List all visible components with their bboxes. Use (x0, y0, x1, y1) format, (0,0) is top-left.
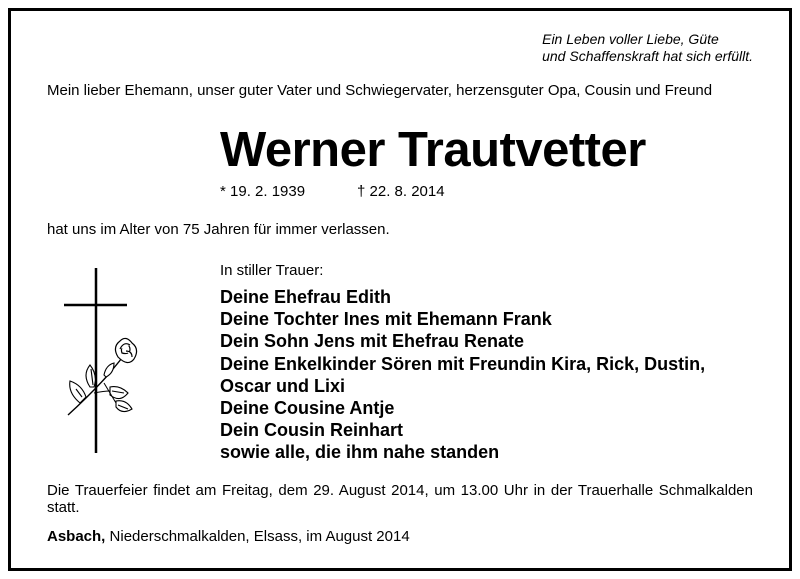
age-text: hat uns im Alter von 75 Jahren für immer verlassen. (47, 221, 390, 238)
place-rest: Niederschmalkalden, Elsass, im August 2014 (105, 528, 410, 545)
deceased-name: Werner Trautvetter (220, 123, 646, 177)
mourner-line: Deine Ehefrau Edith (220, 287, 392, 307)
mourner-line: Deine Enkelkinder Sören mit Freundin Kira, Rick, Dustin, (220, 353, 706, 374)
intro-text: Mein lieber Ehemann, unser guter Vater und Schwiegervater, herzensguter Opa, Cousin und Freund (47, 82, 713, 99)
mourner-line: Dein Sohn Jens mit Ehefrau Renate (220, 331, 525, 352)
motto (542, 31, 753, 65)
mourners-list (220, 286, 705, 464)
mourner-line: Dein Cousin Reinhart (220, 420, 404, 441)
place-bold: Asbach, (47, 528, 106, 545)
funeral-info: Die Trauerfeier findet am Freitag, dem 29. August 2014, um 13.00 Uhr in der Trauerhalle Schmalkalden statt. (47, 482, 753, 516)
cross-with-rose-icon (60, 265, 145, 455)
birth-date: * 19. 2. 1939 (220, 183, 306, 200)
mourning-heading: In stiller Trauer: (220, 262, 324, 279)
death-date: † 22. 8. 2014 (357, 183, 445, 200)
motto-line-2: und Schaffenskraft hat sich erfüllt. (542, 48, 753, 64)
place-date-line (47, 528, 410, 545)
motto-line-1: Ein Leben voller Liebe, Güte (542, 31, 719, 47)
mourner-line: Oscar und Lixi (220, 375, 346, 396)
mourner-line: Deine Cousine Antje (220, 398, 395, 419)
mourner-line: Deine Tochter Ines mit Ehemann Frank (220, 309, 552, 330)
mourner-line: sowie alle, die ihm nahe standen (220, 442, 500, 463)
